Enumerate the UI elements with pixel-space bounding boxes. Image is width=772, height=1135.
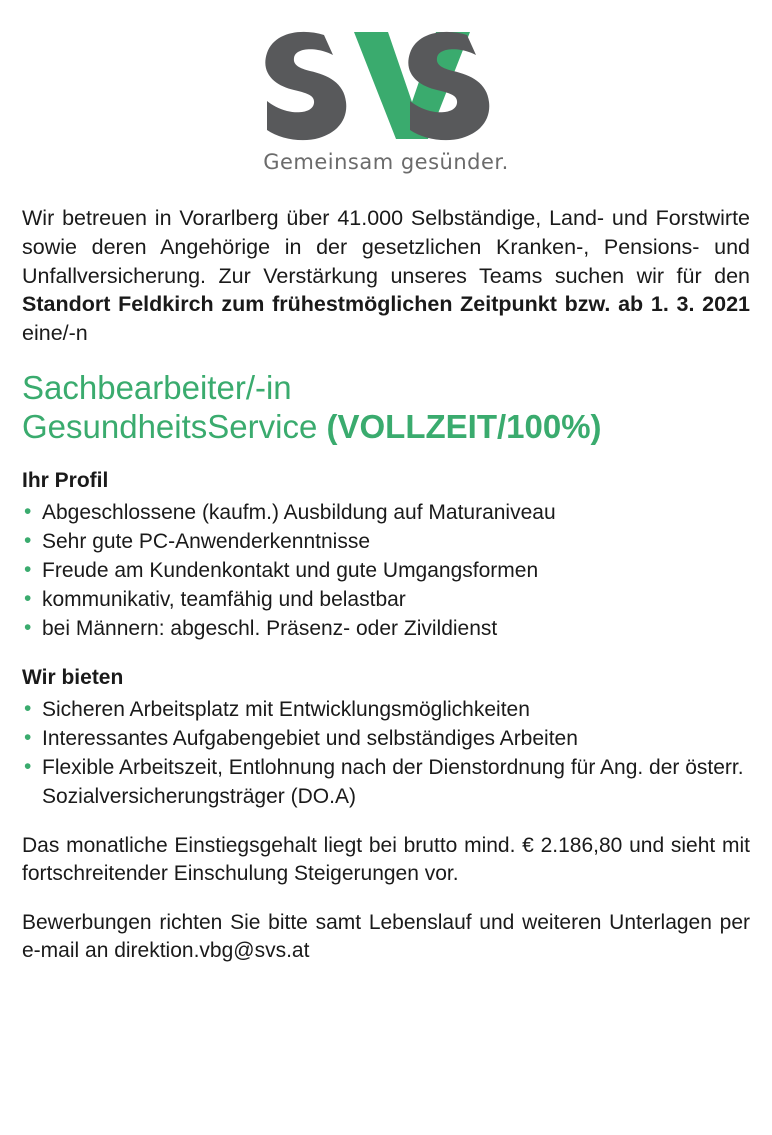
application-paragraph: Bewerbungen richten Sie bitte samt Lebenslauf und weiteren Unterlagen per e-mail an direktion.vbg@svs.at <box>22 910 750 962</box>
profile-heading: Ihr Profil <box>22 468 109 492</box>
job-title-employment: (VOLLZEIT/100%) <box>326 408 602 446</box>
job-title-line2: GesundheitsService <box>22 408 327 446</box>
offer-list <box>22 696 750 812</box>
logo-block <box>22 0 750 174</box>
list-item: • Abgeschlossene (kaufm.) Ausbildung auf Maturaniveau <box>22 499 750 528</box>
list-item: • bei Männern: abgeschl. Präsenz- oder Zivildienst <box>22 615 750 644</box>
intro-text-2: eine/-n <box>22 321 88 346</box>
list-item: • Freude am Kundenkontakt und gute Umgangsformen <box>22 557 750 586</box>
list-item: • kommunikativ, teamfähig und belastbar <box>22 586 750 615</box>
list-item: • Sicheren Arbeitsplatz mit Entwicklungsmöglichkeiten <box>22 696 750 725</box>
job-title-line1: Sachbearbeiter/-in <box>22 369 292 407</box>
offer-heading: Wir bieten <box>22 665 124 689</box>
intro-paragraph <box>22 204 750 348</box>
job-title <box>22 369 750 446</box>
profile-list <box>22 499 750 644</box>
salary-paragraph: Das monatliche Einstiegsgehalt liegt bei brutto mind. € 2.186,80 und sieht mit fortschreitender Einschulung Steigerungen vor. <box>22 833 750 885</box>
list-item: • Flexible Arbeitszeit, Entlohnung nach der Dienstordnung für Ang. der österr. Sozialversicherungsträger (DO.A) <box>22 754 750 812</box>
logo-tagline: Gemeinsam gesünder. <box>263 150 509 174</box>
list-item: • Interessantes Aufgabengebiet und selbständiges Arbeiten <box>22 725 750 754</box>
list-item: • Sehr gute PC-Anwenderkenntnisse <box>22 528 750 557</box>
svs-logo-icon <box>262 26 510 144</box>
intro-bold-1: Standort Feldkirch zum frühestmöglichen Zeitpunkt bzw. ab 1. 3. 2021 <box>22 292 750 317</box>
intro-text-1: Wir betreuen in Vorarlberg über 41.000 Selbständige, Land- und Forstwirte sowie deren Angehörige in der gesetzlichen Kranken-, Pensions- und Unfallversicherung. Zur Verstärkung unseres Teams suchen wir für den <box>22 206 750 288</box>
